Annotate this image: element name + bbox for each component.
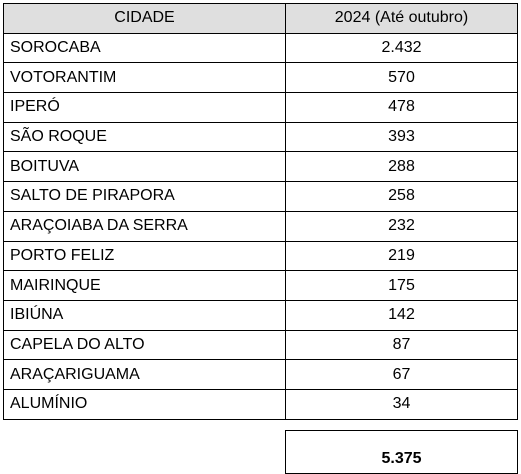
total-value: 5.375 — [286, 430, 518, 473]
city-data-table — [3, 3, 518, 474]
city-value: 478 — [286, 93, 518, 123]
table-row — [4, 211, 518, 241]
city-name: ARAÇOIABA DA SERRA — [4, 211, 286, 241]
city-name: CAPELA DO ALTO — [4, 330, 286, 360]
table-row — [4, 241, 518, 271]
city-value: 34 — [286, 389, 518, 419]
city-value: 570 — [286, 63, 518, 93]
table-row — [4, 271, 518, 301]
table-row — [4, 152, 518, 182]
city-name: VOTORANTIM — [4, 63, 286, 93]
city-value: 2.432 — [286, 33, 518, 63]
city-name: SALTO DE PIRAPORA — [4, 182, 286, 212]
table-row — [4, 389, 518, 419]
table-row — [4, 93, 518, 123]
table-spacer-row — [4, 419, 518, 430]
table-row — [4, 63, 518, 93]
city-name: SÃO ROQUE — [4, 122, 286, 152]
header-city: CIDADE — [4, 4, 286, 34]
city-value: 393 — [286, 122, 518, 152]
city-value: 142 — [286, 300, 518, 330]
city-value: 175 — [286, 271, 518, 301]
total-blank-cell — [4, 430, 286, 473]
table-row — [4, 360, 518, 390]
city-name: MAIRINQUE — [4, 271, 286, 301]
city-name: IBIÚNA — [4, 300, 286, 330]
table-row — [4, 330, 518, 360]
city-value: 258 — [286, 182, 518, 212]
header-2024-value: 2024 (Até outubro) — [286, 4, 518, 34]
city-value: 288 — [286, 152, 518, 182]
table-total-row — [4, 430, 518, 473]
city-name: BOITUVA — [4, 152, 286, 182]
spacer-cell — [4, 419, 286, 430]
table-row — [4, 33, 518, 63]
data-table-container — [3, 3, 518, 474]
city-name: IPERÓ — [4, 93, 286, 123]
city-value: 87 — [286, 330, 518, 360]
city-name: ARAÇARIGUAMA — [4, 360, 286, 390]
table-row — [4, 182, 518, 212]
city-value: 219 — [286, 241, 518, 271]
city-name: SOROCABA — [4, 33, 286, 63]
table-header-row — [4, 4, 518, 34]
table-row — [4, 300, 518, 330]
city-name: PORTO FELIZ — [4, 241, 286, 271]
spacer-cell — [286, 419, 518, 430]
city-value: 67 — [286, 360, 518, 390]
city-name: ALUMÍNIO — [4, 389, 286, 419]
table-row — [4, 122, 518, 152]
city-value: 232 — [286, 211, 518, 241]
